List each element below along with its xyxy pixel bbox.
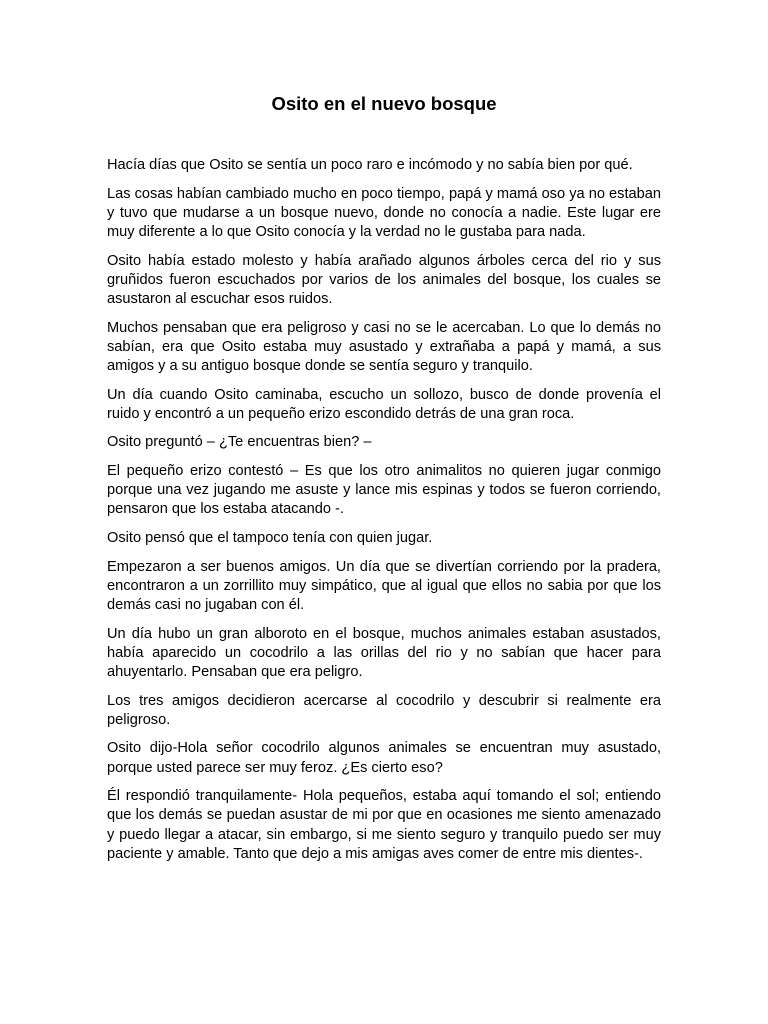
document-body [107, 156, 661, 873]
paragraph: Él respondió tranquilamente- Hola pequeños, estaba aquí tomando el sol; entiendo que los demás se puedan asustar de mi por que en ocasiones me siento amenazado y puedo llegar a atacar, sin embargo, si me siento seguro y tranquilo puedo ser muy paciente y amable. Tanto que dejo a mis amigas aves comer de entre mis dientes-. [107, 788, 661, 862]
paragraph: Osito pensó que el tampoco tenía con quien jugar. [107, 529, 433, 546]
paragraph: Las cosas habían cambiado mucho en poco tiempo, papá y mamá oso ya no estaban y tuvo que mudarse a un bosque nuevo, donde no conocía a nadie. Este lugar ere muy diferente a lo que Osito conocía y la verdad no le gustaba para nada. [107, 185, 661, 240]
paragraph: Los tres amigos decidieron acercarse al cocodrilo y descubrir si realmente era peligroso. [107, 692, 661, 728]
paragraph: Un día cuando Osito caminaba, escucho un sollozo, busco de donde provenía el ruido y encontró a un pequeño erizo escondido detrás de una gran roca. [107, 386, 661, 422]
paragraph: Osito preguntó – ¿Te encuentras bien? – [107, 434, 372, 451]
paragraph: Hacía días que Osito se sentía un poco raro e incómodo y no sabía bien por qué. [107, 157, 633, 173]
paragraph: Un día hubo un gran alboroto en el bosque, muchos animales estaban asustados, había aparecido un cocodrilo a las orillas del rio y no sabían que hacer para ahuyentarlo. Pensaban que era peligro. [107, 625, 661, 680]
paragraph: Osito dijo-Hola señor cocodrilo algunos animales se encuentran muy asustado, porque usted parece ser muy feroz. ¿Es cierto eso? [107, 740, 661, 776]
page-title: Osito en el nuevo bosque [271, 93, 497, 114]
paragraph: Muchos pensaban que era peligroso y casi no se le acercaban. Lo que lo demás no sabían, era que Osito estaba muy asustado y extrañaba a papá y mamá, a sus amigos y a su antiguo bosque donde se sentía seguro y tranquilo. [107, 319, 661, 374]
paragraph: Empezaron a ser buenos amigos. Un día que se divertían corriendo por la pradera, encontraron a un zorrillito muy simpático, que al igual que ellos no sabia por que los demás casi no jugaban con él. [107, 558, 661, 613]
paragraph: El pequeño erizo contestó – Es que los otro animalitos no quieren jugar conmigo porque una vez jugando me asuste y lance mis espinas y todos se fueron corriendo, pensaron que los estaba atacando -. [107, 462, 661, 518]
paragraph: Osito había estado molesto y había arañado algunos árboles cerca del rio y sus gruñidos fueron escuchados por varios de los animales del bosque, los cuales se asustaron al escuchar esos ruidos. [107, 252, 661, 307]
